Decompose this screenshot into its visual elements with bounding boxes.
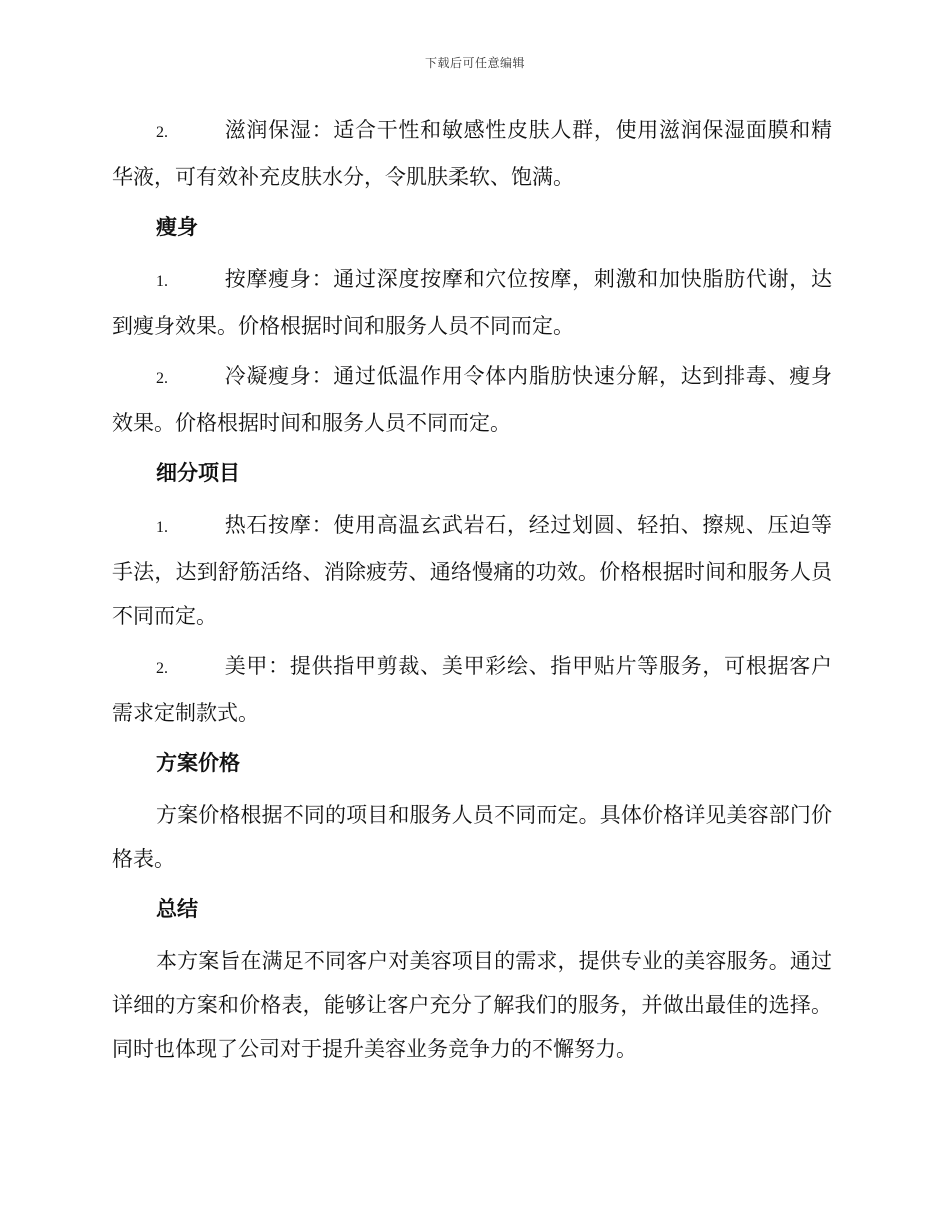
list-text: 按摩瘦身：通过深度按摩和穴位按摩，刺激和加快脂肪代谢，达到瘦身效果。价格根据时间和服务人员不同而定。 (112, 267, 832, 338)
list-number: 1. (156, 519, 168, 536)
section-heading-detail: 细分项目 (156, 461, 240, 485)
list-item (112, 503, 832, 638)
list-number: 2. (156, 370, 168, 387)
list-item (112, 257, 832, 348)
list-number: 2. (156, 660, 168, 677)
document-body (112, 108, 832, 1077)
list-item (112, 108, 832, 199)
section-heading-pricing: 方案价格 (156, 751, 240, 775)
page-header: 下载后可任意编辑 (424, 56, 525, 70)
list-item (112, 644, 832, 735)
summary-paragraph: 本方案旨在满足不同客户对美容项目的需求，提供专业的美容服务。通过详细的方案和价格表，能够让客户充分了解我们的服务，并做出最佳的选择。同时也体现了公司对于提升美容业务竞争力的不懈努力。 (112, 949, 832, 1061)
list-text: 美甲：提供指甲剪裁、美甲彩绘、指甲贴片等服务，可根据客户需求定制款式。 (112, 654, 832, 725)
section-heading-slimming: 瘦身 (156, 215, 198, 239)
list-text: 冷凝瘦身：通过低温作用令体内脂肪快速分解，达到排毒、瘦身效果。价格根据时间和服务人员不同而定。 (112, 364, 832, 435)
list-text: 滋润保湿：适合干性和敏感性皮肤人群，使用滋润保湿面膜和精华液，可有效补充皮肤水分，令肌肤柔软、饱满。 (112, 118, 832, 189)
list-text: 热石按摩：使用高温玄武岩石，经过划圆、轻拍、擦规、压迫等手法，达到舒筋活络、消除疲劳、通络慢痛的功效。价格根据时间和服务人员不同而定。 (112, 513, 832, 628)
list-number: 1. (156, 273, 168, 290)
pricing-paragraph: 方案价格根据不同的项目和服务人员不同而定。具体价格详见美容部门价格表。 (112, 803, 832, 871)
list-number: 2. (156, 124, 168, 141)
list-item (112, 354, 832, 445)
section-heading-summary: 总结 (156, 897, 198, 921)
